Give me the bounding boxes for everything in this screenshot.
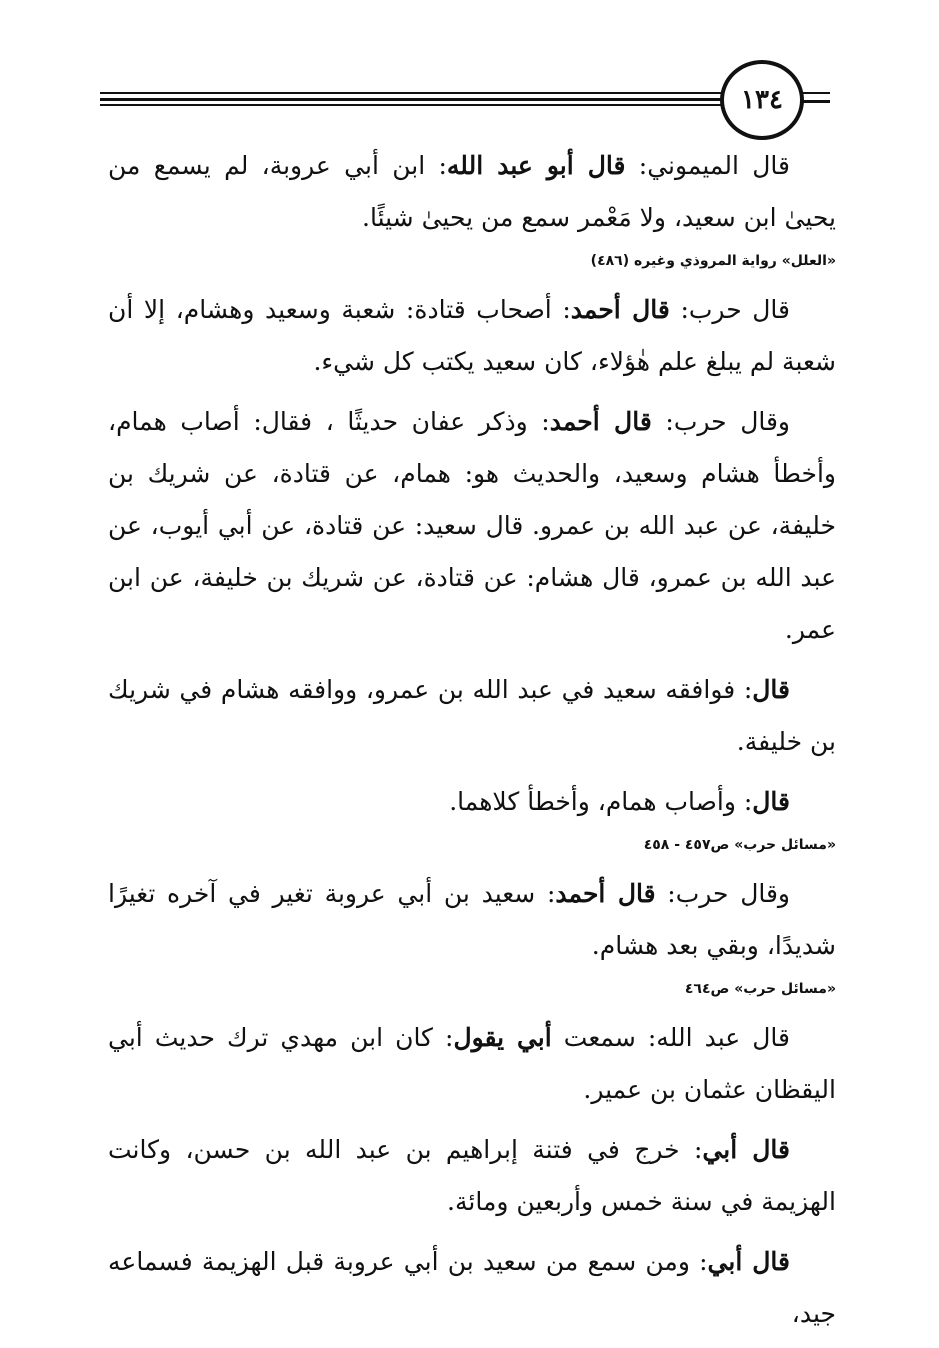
source-citation: «مسائل حرب» ص٤٥٧ - ٤٥٨	[643, 837, 836, 853]
header-rule	[100, 92, 722, 94]
speaker-label: قال أبي	[702, 1135, 790, 1164]
paragraph-text: وقال حرب:	[651, 407, 790, 436]
paragraph-text: : سعيد بن أبي عروبة تغير في آخره تغيرًا شديدًا، وبقي بعد هشام.	[108, 879, 836, 960]
source-citation: «العلل» رواية المروذي وغيره (٤٨٦)	[590, 253, 836, 269]
paragraph	[108, 1012, 836, 1116]
speaker-label: قال	[752, 787, 790, 816]
paragraph	[108, 396, 836, 656]
page-header	[100, 60, 835, 140]
paragraph-text: : أصحاب قتادة: شعبة وسعيد وهشام، إلا أن شعبة لم يبلغ علم هٰؤلاء، كان سعيد يكتب كل شيء.	[108, 295, 836, 376]
page-number: ١٣٤	[720, 60, 804, 140]
header-rule	[100, 104, 722, 106]
speaker-label: قال أبو عبد الله	[446, 151, 626, 180]
paragraph-text: : وذكر عفان حديثًا ، فقال: أصاب همام، وأخطأ هشام وسعيد، والحديث هو: همام، عن قتادة، عن شريك بن خليفة، عن عبد الله بن عمرو. قال سعيد: عن قتادة، عن أبي أيوب، عن عبد الله بن عمرو، قال هشام: عن قتادة، عن شريك بن خليفة، عن ابن عمر.	[108, 407, 836, 644]
paragraph-text: قال حرب:	[669, 295, 790, 324]
paragraph	[108, 776, 836, 828]
paragraph	[108, 1236, 836, 1340]
speaker-label: قال أحمد	[549, 407, 652, 436]
paragraph	[108, 140, 836, 244]
paragraph	[108, 868, 836, 972]
paragraph-text: : خرج في فتنة إبراهيم بن عبد الله بن حسن، وكانت الهزيمة في سنة خمس وأربعين ومائة.	[108, 1135, 836, 1216]
paragraph-text: قال الميموني:	[625, 151, 790, 180]
paragraph-text: قال عبد الله: سمعت	[551, 1023, 790, 1052]
paragraph	[108, 284, 836, 388]
paragraph-text: وقال حرب:	[655, 879, 791, 908]
speaker-label: أبي يقول	[453, 1023, 552, 1052]
paragraph-text: : وأصاب همام، وأخطأ كلاهما.	[449, 787, 753, 816]
paragraph	[108, 664, 836, 768]
header-rule	[100, 98, 722, 101]
speaker-label: قال أبي	[707, 1247, 790, 1276]
speaker-label: قال أحمد	[555, 879, 656, 908]
paragraph-text: : ابن أبي عروبة، لم يسمع من يحيىٰ ابن سعيد، ولا مَعْمر سمع من يحيىٰ شيئًا.	[108, 151, 836, 232]
paragraph	[108, 1124, 836, 1228]
paragraph-text: : فوافقه سعيد في عبد الله بن عمرو، ووافقه هشام في شريك بن خليفة.	[108, 675, 836, 756]
speaker-label: قال أحمد	[570, 295, 670, 324]
paragraph-text: : ومن سمع من سعيد بن أبي عروبة قبل الهزيمة فسماعه جيد،	[108, 1247, 836, 1328]
source-citation: «مسائل حرب» ص٤٦٤	[684, 981, 836, 997]
page-body	[108, 140, 836, 1348]
speaker-label: قال	[752, 675, 790, 704]
paragraph-text: : كان ابن مهدي ترك حديث أبي اليقظان عثمان بن عمير.	[108, 1023, 836, 1104]
